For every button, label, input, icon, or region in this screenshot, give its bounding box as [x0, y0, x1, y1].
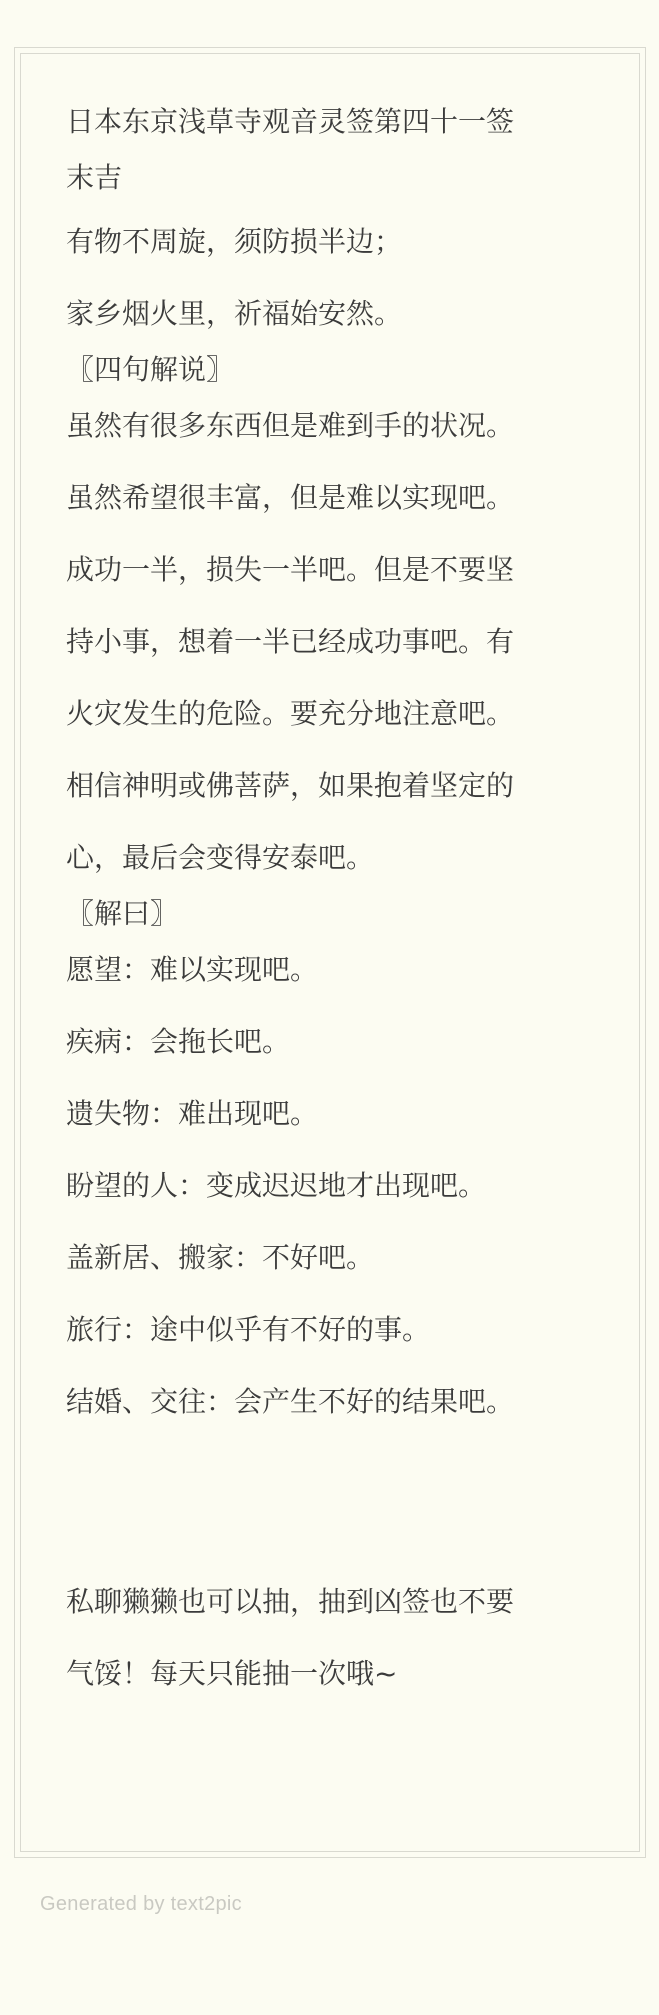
poem-line: 家乡烟火里，祈福始安然。 [66, 297, 403, 330]
explanation-line: 持小事，想着一半已经成功事吧。有 [66, 625, 515, 658]
closing-line: 私聊獭獭也可以抽，抽到凶签也不要 [66, 1585, 515, 1618]
answer-line: 愿望：难以实现吧。 [66, 953, 319, 986]
section-heading-answer: 〖解曰〗 [66, 897, 179, 930]
explanation-line: 虽然有很多东西但是难到手的状况。 [66, 409, 515, 442]
fortune-text-body [66, 104, 596, 1728]
fortune-grade: 末吉 [66, 161, 123, 194]
answer-line: 盼望的人：变成迟迟地才出现吧。 [66, 1169, 487, 1202]
answer-line: 遗失物：难出现吧。 [66, 1097, 319, 1130]
explanation-line: 虽然希望很丰富，但是难以实现吧。 [66, 481, 515, 514]
explanation-line: 火灾发生的危险。要充分地注意吧。 [66, 697, 515, 730]
answer-line: 结婚、交往：会产生不好的结果吧。 [66, 1385, 515, 1418]
generator-credit: Generated by text2pic [40, 1893, 242, 1915]
answer-line: 旅行：途中似乎有不好的事。 [66, 1313, 431, 1346]
answer-line: 疾病：会拖长吧。 [66, 1025, 291, 1058]
explanation-line: 成功一半，损失一半吧。但是不要坚 [66, 553, 515, 586]
explanation-line: 相信神明或佛菩萨，如果抱着坚定的 [66, 769, 515, 802]
answer-line: 盖新居、搬家：不好吧。 [66, 1241, 375, 1274]
section-heading-explanation: 〖四句解说〗 [66, 353, 235, 386]
closing-line: 气馁！每天只能抽一次哦~ [66, 1657, 398, 1690]
fortune-title: 日本东京浅草寺观音灵签第四十一签 [66, 105, 515, 138]
poem-line: 有物不周旋，须防损半边； [66, 225, 403, 258]
explanation-line: 心，最后会变得安泰吧。 [66, 841, 375, 874]
